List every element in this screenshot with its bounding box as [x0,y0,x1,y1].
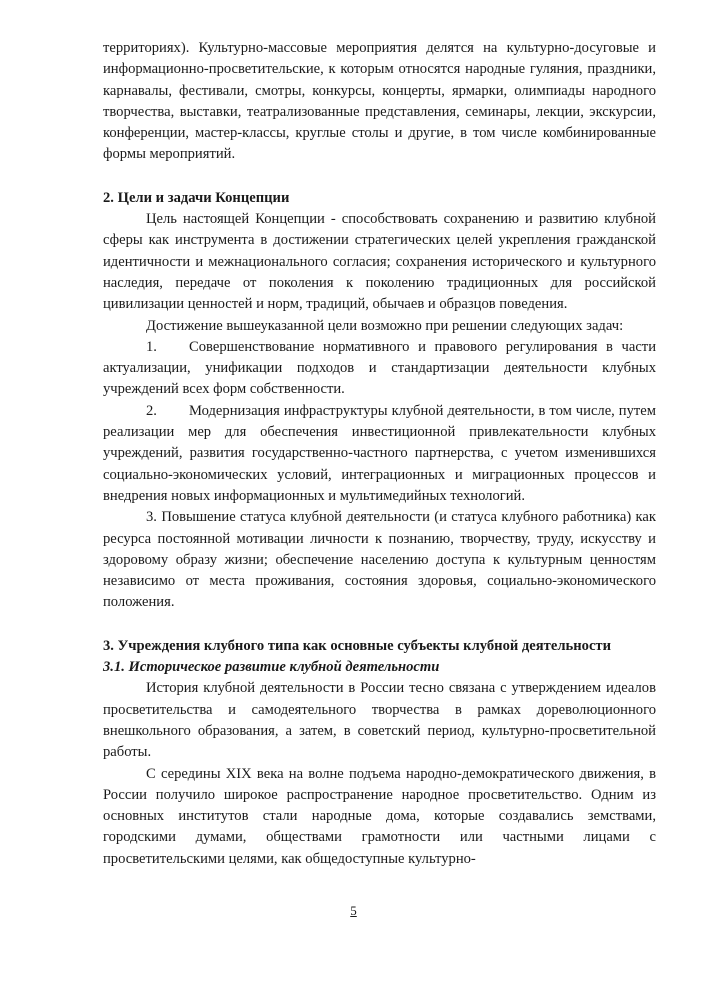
section-3-heading: 3. Учреждения клубного типа как основные субъекты клубной деятельности [103,637,611,654]
page-number: 5 [350,903,357,918]
history-paragraph-2: С середины XIX века на волне подъема народно-демократического движения, в России получило широкое распространение народное просветительство. Одним из основных институтов стали народные дома, которые создавались земствами, городскими думами, обществами грамотности или частными лицами с просветительскими целями, как общедоступные культурно- [103,765,656,867]
tasks-intro: Достижение вышеуказанной цели возможно при решении следующих задач: [146,317,624,334]
spacer [103,166,656,188]
intro-paragraph: территориях). Культурно-массовые мероприятия делятся на культурно-досуговые и информационно-просветительские, к которым относятся народные гуляния, праздники, карнавалы, фестивали, смотры, конкурсы, концерты, ярмарки, олимпиады народного творчества, выставки, театрализованные представления, семинары, лекции, экскурсии, конференции, мастер-классы, круглые столы и другие, в том числе комбинированные формы мероприятий. [103,40,656,163]
section-3-1-subheading: 3.1. Историческое развитие клубной деятельности [103,659,440,676]
task-text: Модернизация инфраструктуры клубной деятельности, в том числе, путем реализации мер для обеспечения инвестиционной привлекательности клубных учреждений, развития государственно-частного партнерства, с учетом изменившихся социально-экономических условий, интеграционных и миграционных процессов и внедрения новых информационных и мультимедийных технологий. [103,402,656,504]
history-paragraph-1: История клубной деятельности в России тесно связана с утверждением идеалов просветительства и самодеятельного творчества в рамках дореволюционного внешкольного образования, а затем, в советский период, культурно-просветительной работы. [103,680,656,761]
section-2-heading: 2. Цели и задачи Концепции [103,189,290,206]
task-text: Совершенствование нормативного и правового регулирования в части актуализации, унификации подходов и стандартизации деятельности клубных учреждений всех форм собственности. [103,338,656,398]
page-content [103,38,656,870]
task-number: 1. [146,338,157,355]
task-item-1 [103,337,656,401]
task-number: 2. [146,402,157,419]
task-number: 3. [146,509,157,526]
task-item-2 [103,401,656,507]
task-item-3 [103,507,656,613]
task-text: Повышение статуса клубной деятельности (и статуса клубного работника) как ресурса постоянной мотивации личности к познанию, творчеству, труду, искусству и здоровому образу жизни; обеспечение населению доступа к культурным ценностям независимо от места проживания, состояния здоровья, социально-экономического положения. [103,509,656,611]
goal-paragraph: Цель настоящей Концепции - способствовать сохранению и развитию клубной сферы как инструмента в достижении стратегических целей укрепления гражданской идентичности и межнационального согласия; сохранения исторического и культурного наследия, передаче от поколения к поколению традиционных для российской цивилизации ценностей и норм, традиций, обычаев и образцов поведения. [103,211,656,313]
spacer [103,614,656,636]
